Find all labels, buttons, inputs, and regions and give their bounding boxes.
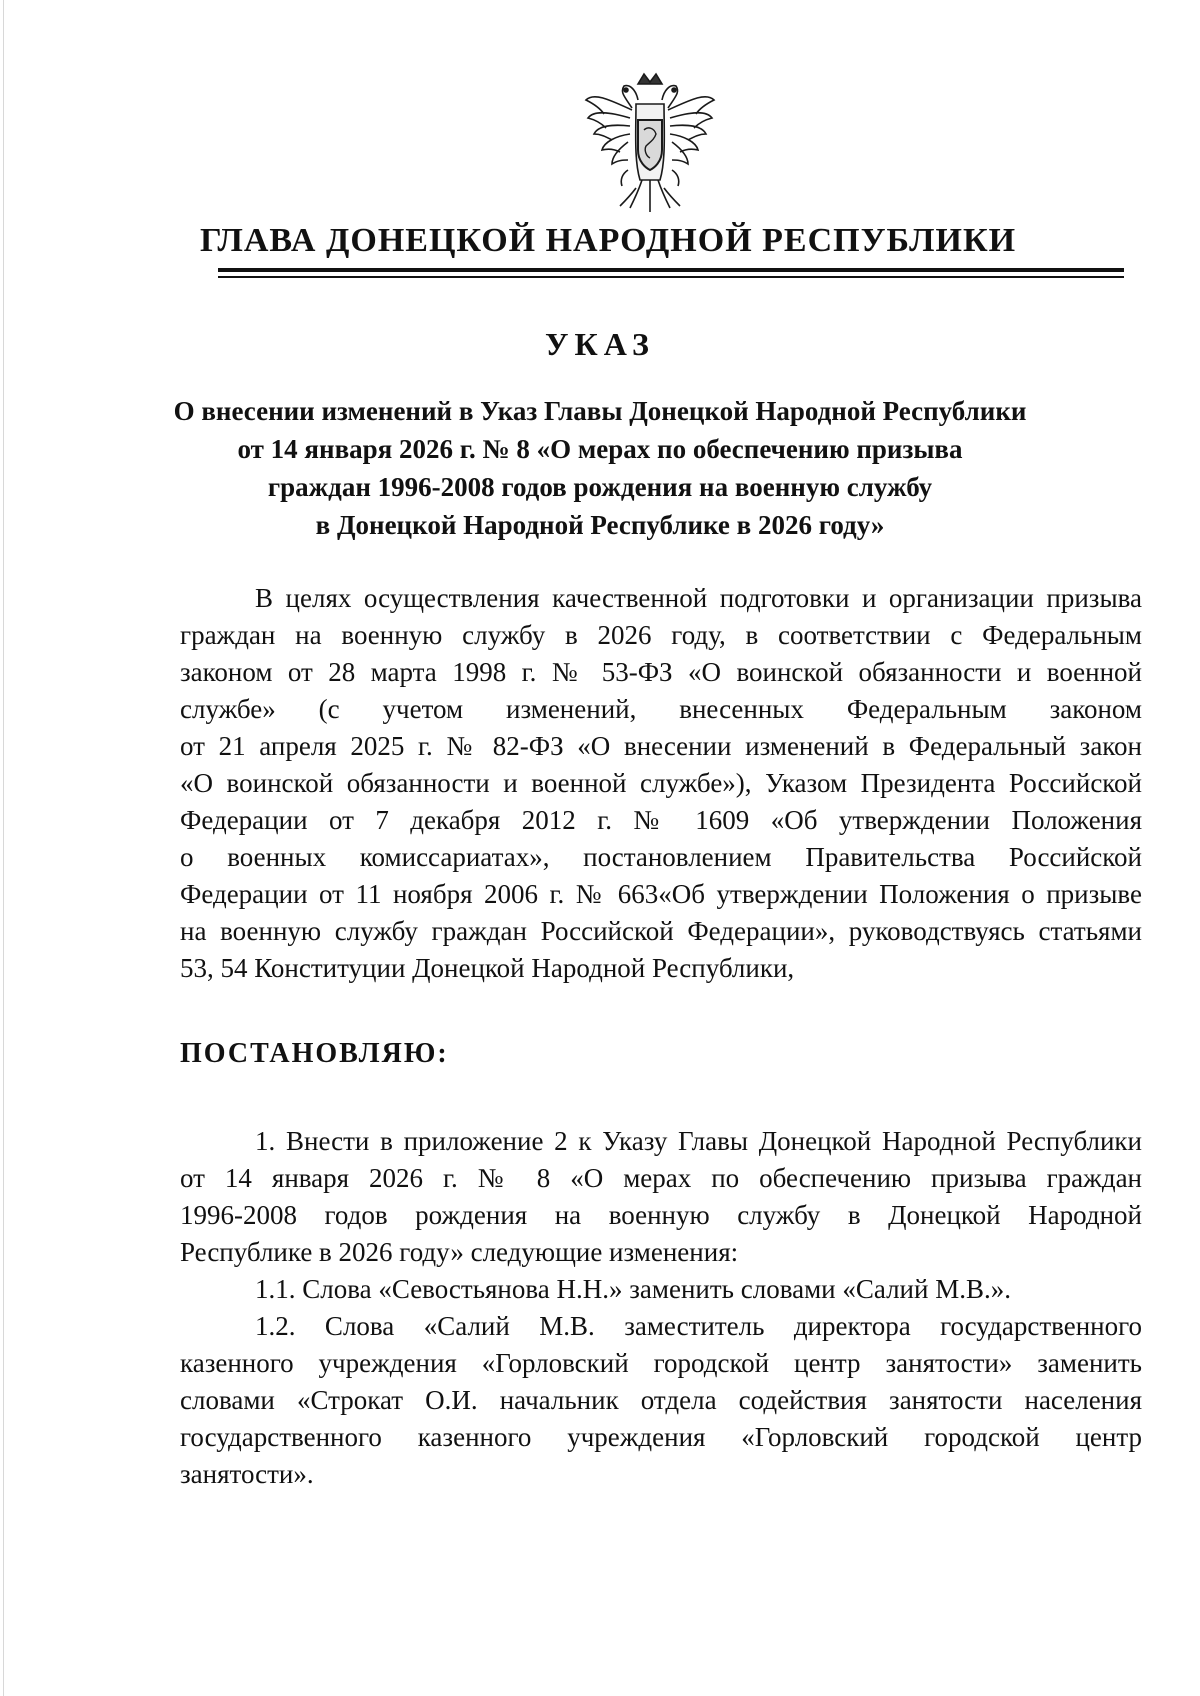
- coat-of-arms-emblem: [580, 70, 720, 220]
- item-1-line: от 14 января 2026 г. № 8 «О мерах по обеспечению призыва граждан: [180, 1163, 1142, 1193]
- title-line: в Донецкой Народной Республике в 2026 году»: [315, 510, 885, 540]
- title-line: от 14 января 2026 г. № 8 «О мерах по обеспечению призыва: [237, 434, 963, 464]
- preamble-line: В целях осуществления качественной подготовки и организации призыва: [255, 583, 1142, 613]
- preamble-line: службе» (с учетом изменений, внесенных Федеральным законом: [180, 694, 1142, 724]
- resolve-heading: ПОСТАНОВЛЯЮ:: [180, 1038, 449, 1069]
- page-edge-line: [3, 0, 4, 1696]
- preamble-line: Федерации от 7 декабря 2012 г. № 1609 «Об утверждении Положения: [180, 805, 1142, 835]
- title-line: О внесении изменений в Указ Главы Донецкой Народной Республики: [173, 396, 1027, 426]
- preamble-line: Федерации от 11 ноября 2006 г. № 663«Об утверждении Положения о призыве: [180, 879, 1142, 909]
- preamble-line: на военную службу граждан Российской Федерации», руководствуясь статьями: [180, 916, 1142, 946]
- item-1-2-line: 1.2. Слова «Салий М.В. заместитель директора государственного: [255, 1311, 1142, 1341]
- decree-items: [180, 1123, 1142, 1493]
- preamble-line: о военных комиссариатах», постановлением Правительства Российской: [180, 842, 1142, 872]
- preamble-line: 53, 54 Конституции Донецкой Народной Республики,: [180, 953, 795, 983]
- item-1-1: 1.1. Слова «Севостьянова Н.Н.» заменить словами «Салий М.В.».: [255, 1274, 1011, 1304]
- preamble-line: от 21 апреля 2025 г. № 82-ФЗ «О внесении изменений в Федеральный закон: [180, 731, 1142, 761]
- preamble-line: «О воинской обязанности и военной службе»), Указом Президента Российской: [180, 768, 1142, 798]
- item-1-line: 1. Внести в приложение 2 к Указу Главы Донецкой Народной Республики: [255, 1126, 1142, 1156]
- item-1-2-line: государственного казенного учреждения «Горловский городской центр: [180, 1422, 1142, 1452]
- preamble-paragraph: [180, 580, 1142, 987]
- preamble-line: граждан на военную службу в 2026 году, в соответствии с Федеральным: [180, 620, 1142, 650]
- item-1-2-line: казенного учреждения «Горловский городской центр занятости» заменить: [180, 1348, 1142, 1378]
- item-1-line: Республике в 2026 году» следующие изменения:: [180, 1237, 739, 1267]
- preamble-line: законом от 28 марта 1998 г. № 53-ФЗ «О воинской обязанности и военной: [180, 657, 1142, 687]
- item-1-line: 1996-2008 годов рождения на военную службу в Донецкой Народной: [180, 1200, 1142, 1230]
- title-line: граждан 1996-2008 годов рождения на военную службу: [267, 472, 933, 502]
- document-title: [140, 392, 1060, 544]
- coat-of-arms-icon: [580, 70, 720, 220]
- issuing-authority: ГЛАВА ДОНЕЦКОЙ НАРОДНОЙ РЕСПУБЛИКИ: [200, 222, 1017, 259]
- document-type: УКАЗ: [545, 326, 655, 362]
- item-1-2-line: словами «Строкат О.И. начальник отдела содействия занятости населения: [180, 1385, 1142, 1415]
- item-1-2-line: занятости».: [180, 1459, 314, 1489]
- header-rule-thick: [218, 268, 1124, 272]
- header-rule-thin: [218, 276, 1124, 278]
